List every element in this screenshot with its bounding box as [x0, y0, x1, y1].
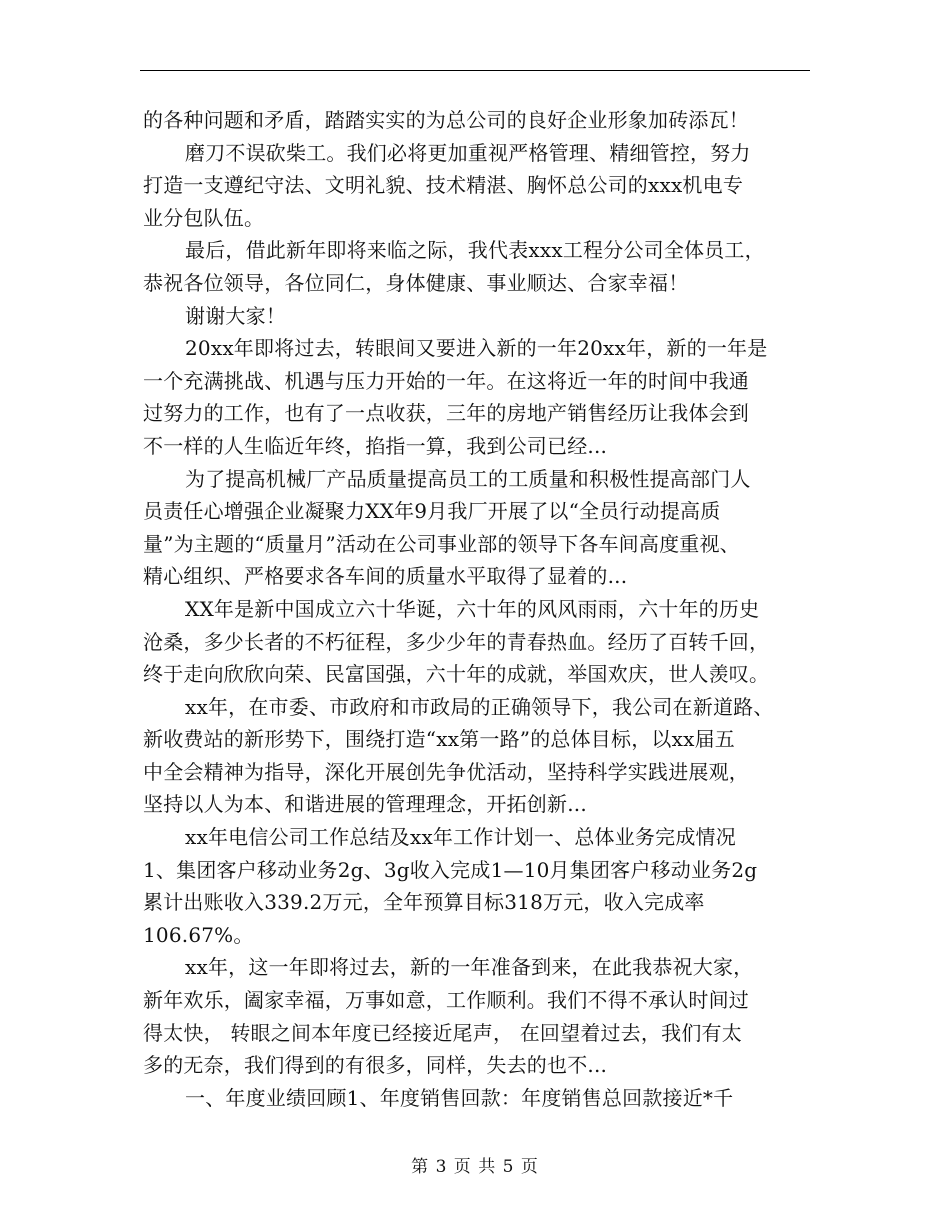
text-line: 业分包队伍。	[143, 205, 265, 230]
text-line: xx年电信公司工作总结及xx年工作计划一、总体业务完成情况	[185, 825, 736, 850]
text-line: 一、年度业绩回顾1、年度销售回款：年度销售总回款接近*千	[185, 1085, 734, 1110]
text-line: XX年是新中国成立六十华诞，六十年的风风雨雨，六十年的历史	[185, 596, 760, 621]
header-rule	[140, 70, 810, 71]
text-line: 新收费站的新形势下，围绕打造“xx第一路”的总体目标，以xx届五	[143, 727, 735, 752]
text-line: xx年，在市委、市政府和市政局的正确领导下，我公司在新道路、	[185, 694, 774, 719]
text-line: 的各种问题和矛盾，踏踏实实的为总公司的良好企业形象加砖添瓦！	[143, 108, 749, 132]
text-line: 打造一支遵纪守法、文明礼貌、技术精湛、胸怀总公司的xxx机电专	[143, 173, 744, 198]
body-text	[143, 104, 823, 1114]
text-line: 106.67%。	[143, 922, 254, 947]
text-line: 一个充满挑战、机遇与压力开始的一年。在这将近一年的时间中我通	[143, 368, 749, 393]
text-line: 坚持以人为本、和谐进展的管理理念，开拓创新...	[143, 792, 587, 817]
text-line: 恭祝各位领导，各位同仁，身体健康、事业顺达、合家幸福！	[143, 270, 689, 295]
text-line: 终于走向欣欣向荣、民富国强，六十年的成就，举国欢庆，世人羡叹。	[143, 662, 770, 687]
text-line: 最后，借此新年即将来临之际，我代表xxx工程分公司全体员工，	[185, 238, 765, 263]
text-line: 多的无奈，我们得到的有很多，同样，失去的也不...	[143, 1053, 608, 1078]
text-line: 累计出账收入339.2万元，全年预算目标318万元，收入完成率	[143, 890, 705, 915]
text-line: 磨刀不误砍柴工。我们必将更加重视严格管理、精细管控，努力	[185, 140, 751, 165]
text-line: 精心组织、严格要求各车间的质量水平取得了显着的...	[143, 564, 628, 589]
text-line: 20xx年即将过去，转眼间又要进入新的一年20xx年，新的一年是	[185, 336, 768, 361]
text-line: 中全会精神为指导，深化开展创先争优活动，坚持科学实践进展观，	[143, 759, 749, 784]
text-line: 为了提高机械厂产品质量提高员工的工质量和积极性提高部门人	[185, 466, 751, 491]
text-line: 量”为主题的“质量月”活动在公司事业部的领导下各车间高度重视、	[143, 531, 740, 556]
text-line: 新年欢乐，阖家幸福，万事如意，工作顺利。我们不得不承认时间过	[143, 988, 749, 1013]
text-line: 过努力的工作，也有了一点收获，三年的房地产销售经历让我体会到	[143, 401, 749, 426]
page-footer: 第 3 页 共 5 页	[411, 1157, 539, 1177]
text-line: 员责任心增强企业凝聚力XX年9月我厂开展了以“全员行动提高质	[143, 499, 721, 524]
text-line: 1、集团客户移动业务2g、3g收入完成1—10月集团客户移动业务2g	[143, 857, 758, 882]
text-line: 沧桑，多少长者的不朽征程，多少少年的青春热血。经历了百转千回，	[143, 629, 770, 654]
text-line: 得太快， 转眼之间本年度已经接近尾声， 在回望着过去，我们有太	[143, 1020, 742, 1045]
text-line: 不一样的人生临近年终，掐指一算，我到公司已经...	[143, 433, 608, 458]
text-line: xx年，这一年即将过去，新的一年准备到来，在此我恭祝大家，	[185, 955, 754, 980]
text-line: 谢谢大家！	[185, 303, 286, 328]
